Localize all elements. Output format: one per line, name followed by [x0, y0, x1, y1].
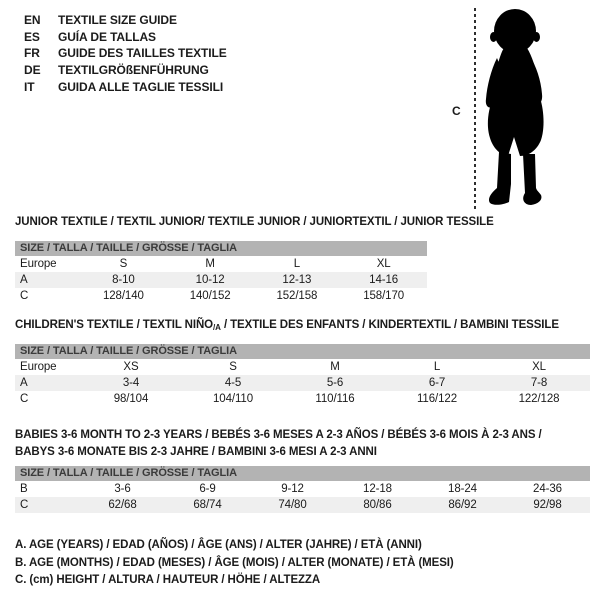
table-cell: 62/68	[80, 497, 165, 513]
table-cell: 68/74	[165, 497, 250, 513]
table-cell: S	[119, 258, 128, 270]
table-cell: C	[15, 497, 80, 513]
legend-notes	[15, 537, 454, 590]
table-cell: 3-4	[80, 375, 182, 391]
table-row	[15, 359, 590, 375]
table-cell: L	[293, 258, 301, 270]
table-cell: B	[20, 483, 28, 495]
table-cell: A	[15, 272, 80, 288]
lang-label: TEXTILE SIZE GUIDE	[58, 13, 177, 28]
children-size-table	[15, 344, 590, 407]
table-row	[15, 272, 427, 288]
size-band-header: SIZE / TALLA / TAILLE / GRÖSSE / TAGLIA	[15, 344, 590, 359]
table-cell: 98/104	[113, 393, 149, 405]
junior-section-title: JUNIOR TEXTILE / TEXTIL JUNIOR/ TEXTILE JUNIOR / JUNIORTEXTIL / JUNIOR TESSILE	[15, 216, 494, 228]
table-cell: XL	[532, 361, 546, 373]
table-row	[15, 375, 590, 391]
table-cell: 12-18	[363, 483, 392, 495]
table-cell: 8-10	[80, 272, 167, 288]
lang-code: DE	[24, 63, 41, 78]
lang-code: IT	[24, 79, 35, 94]
table-cell: 158/170	[363, 290, 405, 302]
lang-label: TEXTILGRÖßENFÜHRUNG	[58, 63, 209, 78]
size-band-header: SIZE / TALLA / TAILLE / GRÖSSE / TAGLIA	[15, 466, 590, 481]
children-title-prefix: CHILDREN'S TEXTILE / TEXTIL NIÑO	[15, 319, 214, 331]
lang-row-es	[24, 29, 227, 46]
table-cell: C	[20, 393, 29, 405]
table-cell: 122/128	[518, 393, 560, 405]
height-measure-dashed-line	[474, 8, 476, 210]
table-cell: 110/116	[315, 393, 355, 405]
table-cell: 7-8	[488, 375, 590, 391]
children-section-title	[15, 319, 559, 332]
table-cell: 10-12	[167, 272, 254, 288]
children-title-subscript: /A	[213, 323, 221, 332]
lang-label: GUIDA ALLE TAGLIE TESSILI	[58, 79, 224, 94]
baby-silhouette-icon	[478, 6, 578, 211]
table-row	[15, 256, 427, 272]
table-cell: 74/80	[250, 497, 335, 513]
junior-size-table	[15, 241, 427, 304]
babies-section-title	[15, 427, 542, 461]
babies-title-line2: BABYS 3-6 MONATE BIS 2-3 JAHRE / BAMBINI 3-6 MESI A 2-3 ANNI	[15, 446, 377, 458]
table-cell: 24-36	[533, 483, 562, 495]
table-cell: 9-12	[281, 483, 304, 495]
table-cell: 5-6	[284, 375, 386, 391]
table-cell: 6-7	[386, 375, 488, 391]
table-cell: C	[20, 290, 29, 302]
table-cell: 80/86	[335, 497, 420, 513]
table-cell: M	[330, 361, 340, 373]
table-cell: 6-9	[199, 483, 216, 495]
table-cell: 14-16	[340, 272, 427, 288]
table-row	[15, 497, 590, 513]
lang-row-it	[24, 78, 227, 95]
table-row	[15, 391, 590, 407]
table-cell: A	[15, 375, 80, 391]
table-cell: Europe	[20, 361, 57, 373]
table-cell: 116/122	[416, 393, 458, 405]
lang-code: FR	[24, 46, 40, 61]
table-cell: 18-24	[448, 483, 477, 495]
table-cell: 86/92	[420, 497, 505, 513]
lang-row-fr	[24, 45, 227, 62]
height-measure-label: C	[452, 104, 461, 118]
table-cell: 104/110	[212, 393, 254, 405]
table-cell: S	[229, 361, 237, 373]
language-guide	[24, 12, 227, 95]
table-cell: 12-13	[254, 272, 341, 288]
table-cell: 140/152	[189, 290, 231, 302]
babies-title-line1: BABIES 3-6 MONTH TO 2-3 YEARS / BEBÉS 3-6 MESES A 2-3 AÑOS / BÉBÉS 3-6 MOIS À 2-3 ANS /	[15, 429, 542, 441]
children-title-suffix: / TEXTILE DES ENFANTS / KINDERTEXTIL / BAMBINI TESSILE	[220, 319, 559, 331]
lang-code: ES	[24, 29, 40, 44]
table-cell: 152/158	[276, 290, 318, 302]
table-cell: 128/140	[102, 290, 144, 302]
lang-row-en	[24, 12, 227, 29]
table-row	[15, 288, 427, 304]
lang-row-de	[24, 62, 227, 79]
table-cell: 92/98	[505, 497, 590, 513]
note-age-months: B. AGE (MONTHS) / EDAD (MESES) / ÂGE (MOIS) / ALTER (MONATE) / ETÀ (MESI)	[15, 556, 454, 569]
table-row	[15, 481, 590, 497]
table-cell: 3-6	[114, 483, 131, 495]
table-cell: 4-5	[182, 375, 284, 391]
table-cell: XL	[376, 258, 391, 270]
table-cell: XS	[123, 361, 139, 373]
note-age-years: A. AGE (YEARS) / EDAD (AÑOS) / ÂGE (ANS) / ALTER (JAHRE) / ETÀ (ANNI)	[15, 539, 422, 551]
table-cell: M	[205, 258, 215, 270]
note-height-cm: C. (cm) HEIGHT / ALTURA / HAUTEUR / HÖHE / ALTEZZA	[15, 574, 321, 586]
size-band-header: SIZE / TALLA / TAILLE / GRÖSSE / TAGLIA	[15, 241, 427, 256]
table-cell: Europe	[20, 258, 57, 270]
lang-code: EN	[24, 13, 41, 28]
lang-label: GUIDE DES TAILLES TEXTILE	[58, 46, 227, 61]
table-cell: L	[433, 361, 441, 373]
babies-size-table	[15, 466, 590, 513]
lang-label: GUÍA DE TALLAS	[58, 29, 156, 44]
